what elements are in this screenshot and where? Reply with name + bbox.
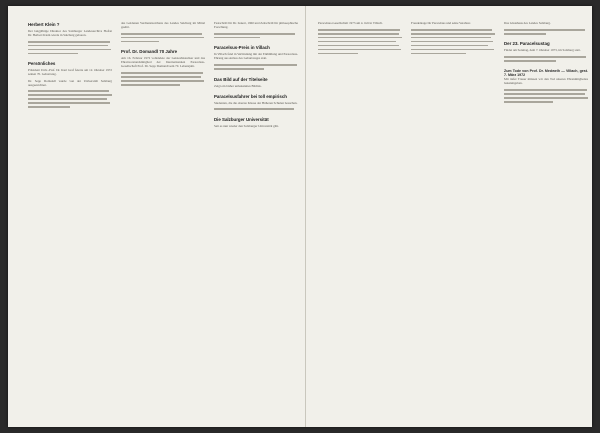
page2-column1	[318, 22, 402, 61]
page1-column3	[214, 22, 298, 134]
text-line	[411, 52, 495, 56]
section	[214, 22, 298, 40]
paragraph: des Goldenen Verdienstzeichens des Landes Salzburg im Mittel geehrt.	[121, 22, 205, 29]
paragraph: Das Gästehaus des Landes Salzburg.	[504, 22, 551, 25]
section-heading: Die Salzburger Universität	[214, 116, 269, 122]
paragraph: Findet am Sonntag, dem 7. Oktober 1973, im Salzburg statt.	[504, 48, 581, 53]
text-line	[214, 36, 298, 40]
page-fold	[305, 6, 306, 427]
section	[318, 22, 402, 56]
text-line	[28, 52, 112, 56]
section	[504, 22, 588, 36]
page1-column1	[28, 22, 112, 115]
section	[504, 69, 588, 105]
section-heading: Paracelsusfahrer bei toll empirisch	[214, 93, 287, 99]
text-line	[318, 52, 402, 56]
text-line	[214, 68, 298, 72]
section	[214, 77, 298, 89]
section-heading: Persönliches	[28, 61, 56, 67]
paragraph: Präsident Univ.-Prof. Dr. Kurt Graf feierte am 12. Oktober 1972 seinen 70. Geburtstag.	[28, 68, 112, 77]
paragraph: Der langjährige Direktor des Salzburger Landesarchivs Hofrat Dr. Herbert Klein wurde in Salzburg geboren.	[28, 29, 112, 37]
section-heading: Das Bild auf der Titelseite	[214, 76, 268, 82]
page2-column3	[504, 22, 588, 110]
paragraph: Freudentage für Paracelsus und seine Verehrer.	[411, 22, 471, 25]
paragraph: Dr. Sepp Domandl wurde von der Universität Salzburg ausgezeichnet.	[28, 78, 112, 87]
text-line	[28, 106, 112, 110]
paragraph: Zeigt ein bisher unbekanntes Bildnis.	[214, 83, 262, 88]
paragraph: Am 16. Februar 1972 vollendete der Geisteshistoriker und das Ehrenvorstandsmitglied der Internationalen Paracelsus-Gesellschaft Prof. Dr. Sepp Domandl sein 70. Lebensjahr.	[121, 56, 205, 69]
paragraph: Studenten, die die oberste Klasse der Höheren Schulen besuchen.	[214, 100, 298, 105]
obituary-heading: Zum Tode von Prof. Dr. Medwelh — Villach, gest. 7. März 1972	[504, 68, 588, 78]
page2-column2	[411, 22, 495, 61]
text-line	[504, 32, 588, 36]
newsletter-spread	[8, 6, 592, 427]
section	[504, 41, 588, 63]
paragraph: Paracelsus-Gesellschaft 1973 am 4. Juli in Villach.	[318, 22, 383, 25]
section	[121, 49, 205, 87]
paragraph: Seit es nun wieder den Salzburger Universität gibt.	[214, 123, 279, 128]
page1-column2	[121, 22, 205, 92]
paragraph: Festschrift für Dr. Zekert, 1960 und Zeitschrift für philosophische Forschung.	[214, 22, 298, 29]
section	[411, 22, 495, 56]
section	[214, 117, 298, 129]
section	[28, 61, 112, 110]
paragraph: In Villach fand in Verbindung mit der Enthüllung und Paracelsus-Ehrung aus Anlass des Geburtstages statt.	[214, 52, 298, 61]
section-heading: Herbert Klein ?	[28, 22, 60, 27]
paragraph: Mit tiefer Trauer müssen wir den Tod unseres Ehrenmitgliedes bekanntgeben.	[504, 77, 588, 86]
text-line	[504, 101, 588, 105]
text-line	[214, 108, 298, 112]
section-heading: Prof. Dr. Domandl 70 Jahre	[121, 49, 178, 55]
section	[214, 45, 298, 71]
section	[121, 22, 205, 44]
section	[214, 94, 298, 112]
section-heading: Paracelsus-Preis in Villach	[214, 45, 270, 51]
section-heading: Der 23. Paracelsustag	[504, 41, 550, 47]
text-line	[121, 72, 205, 76]
text-line	[504, 60, 588, 64]
text-line	[121, 40, 205, 44]
section	[28, 22, 112, 56]
text-line	[121, 83, 205, 87]
